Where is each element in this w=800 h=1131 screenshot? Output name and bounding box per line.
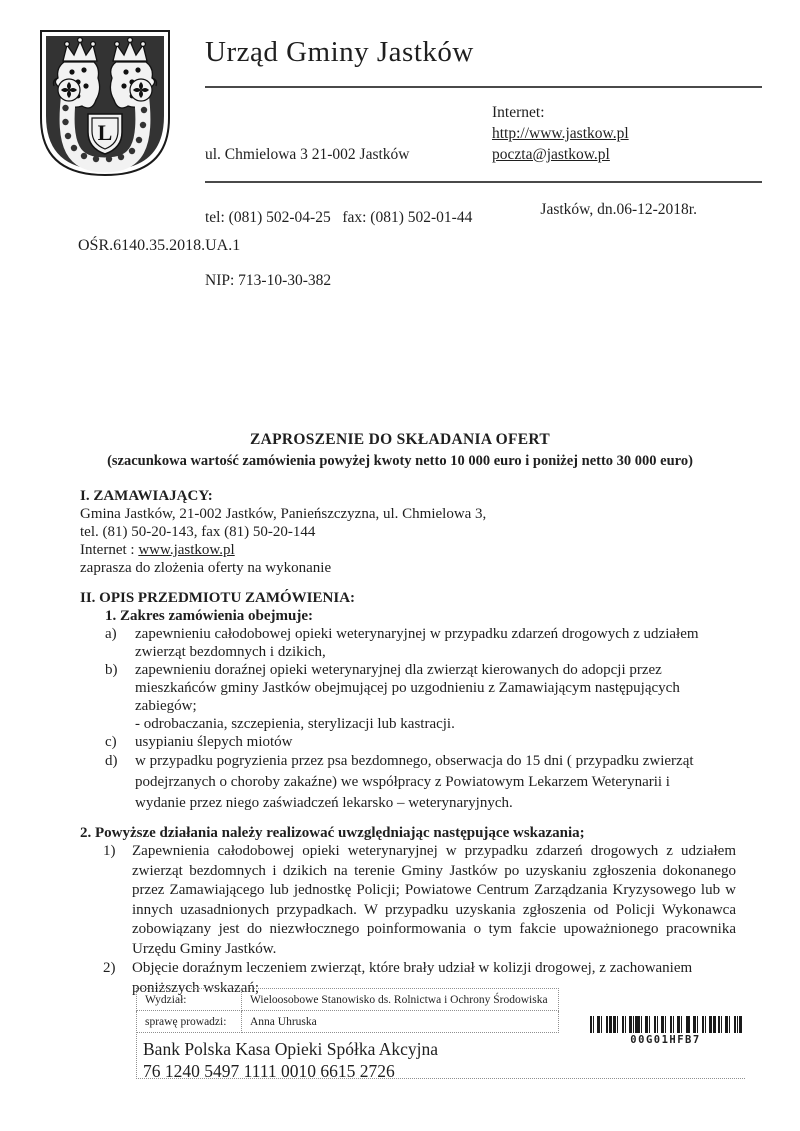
document-title: ZAPROSZENIE DO SKŁADANIA OFERT (250, 431, 550, 448)
section1-website-link[interactable]: www.jastkow.pl (138, 542, 235, 558)
numbered-item-2: 2) Objęcie doraźnym leczeniem zwierząt, które brały udział w kolizji drogowej, z zachowaniem poniższych wskazań; (103, 960, 693, 996)
list-item-d: d) w przypadku pogryzienia przez psa bezdomnego, obserwacja do 15 dni ( przypadku zwierząt podejrzanych o choroby zakaźne) we współpracy z Powiatowym Lekarzem Weterynarii i wydanie przez niego zaświadczeń lekarsko – weterynaryjnych. (105, 753, 694, 811)
footer-meta-table (136, 988, 559, 1033)
list-item-b: b) zapewnieniu doraźnej opieki weterynaryjnej dla zwierząt kierowanych do adopcji przez mieszkańców gminy Jastków obejmującej po uzgodnieniu z Zamawiającym następujących zabiegów; (105, 662, 680, 714)
section1-closing: zaprasza do zlożenia oferty na wykonanie (80, 560, 332, 576)
header-email-link[interactable]: poczta@jastkow.pl (492, 146, 610, 163)
header-address: ul. Chmielowa 3 21-002 Jastków (205, 146, 410, 163)
footer (136, 988, 745, 1079)
table-row (137, 989, 559, 1011)
header-website-link[interactable]: http://www.jastkow.pl (492, 125, 629, 142)
dateline: Jastków, dn.06-12-2018r. (540, 201, 697, 218)
section2-sub2-heading: 2. Powyższe działania należy realizować uwzględniając następujące wskazania; (80, 825, 585, 841)
header-tel-fax: tel: (081) 502-04-25 fax: (081) 502-01-44 (205, 209, 473, 226)
numbered-item-1: 1) Zapewnienia całodobowej opieki weterynaryjnej w przypadku zdarzeń drogowych z udziałem zwierząt bezdomnych i dzikich na terenie Gminy Jastków po uzyskaniu zgłoszenia dokonanego przez Zamawiającego lub jednostkę Policji; Powiatowe Centrum Zarządzania Kryzysowego lub w innych uzasadnionych przypadkach. W przypadku uzyskania zgłoszenia od Policji Wykonawca zobowiązany jest do niezwłocznego poinformowania o tym fakcie upoważnionego pracownika Urzędu Gminy Jastków. (103, 843, 736, 957)
document-body (80, 487, 740, 998)
section1-line2: tel. (81) 50-20-143, fax (81) 50-20-144 (80, 524, 316, 540)
table-row (137, 1011, 559, 1033)
header-divider-top (205, 86, 762, 88)
bank-name: Bank Polska Kasa Opieki Spółka Akcyjna (143, 1039, 439, 1059)
rosette-left (58, 79, 80, 101)
barcode-text: 00G01HFB7 (630, 1034, 701, 1046)
rosette-right (130, 79, 152, 101)
list-item-a: a) zapewnieniu całodobowej opieki weterynaryjnej w przypadku zdarzeń drogowych z udziałem zwierząt bezdomnych i dzikich, (105, 626, 699, 660)
org-name: Urząd Gminy Jastków (205, 36, 474, 68)
header-nip: NIP: 713-10-30-382 (205, 272, 332, 289)
meta-value-prowadzi: Anna Uhruska (242, 1011, 559, 1033)
header-divider-bottom (205, 181, 762, 183)
section2-sub1-heading: 1. Zakres zamówienia obejmuje: (105, 608, 314, 624)
section1-heading: I. ZAMAWIAJĄCY: (80, 488, 213, 504)
barcode-icon (590, 1016, 742, 1033)
meta-value-wydzial: Wieloosobowe Stanowisko ds. Rolnictwa i Ochrony Środowiska (242, 989, 559, 1011)
meta-label-wydzial: Wydział: (137, 989, 242, 1011)
section1-line1: Gmina Jastków, 21-002 Jastków, Panieńszczyzna, ul. Chmielowa 3, (80, 506, 487, 522)
list-item-b-sub: - odrobaczania, szczepienia, sterylizacji lub kastracji. (135, 716, 455, 732)
list-item-c: c) usypianiu ślepych miotów (105, 734, 293, 750)
document-subtitle: (szacunkowa wartość zamówienia powyżej kwoty netto 10 000 euro i poniżej netto 30 000 euro) (107, 453, 693, 469)
svg-text:L: L (97, 120, 113, 145)
meta-label-prowadzi: sprawę prowadzi: (137, 1011, 242, 1033)
bank-account-number: 76 1240 5497 1111 0010 6615 2726 (143, 1061, 395, 1081)
title-block (40, 431, 760, 470)
section2-heading: II. OPIS PRZEDMIOTU ZAMÓWIENIA: (80, 590, 356, 606)
barcode (588, 1016, 743, 1046)
header-internet-label: Internet: (492, 104, 545, 121)
coat-of-arms-icon (38, 28, 172, 178)
section1-internet-line: Internet : www.jastkow.pl (80, 542, 235, 558)
reference-number: OŚR.6140.35.2018.UA.1 (78, 237, 241, 254)
